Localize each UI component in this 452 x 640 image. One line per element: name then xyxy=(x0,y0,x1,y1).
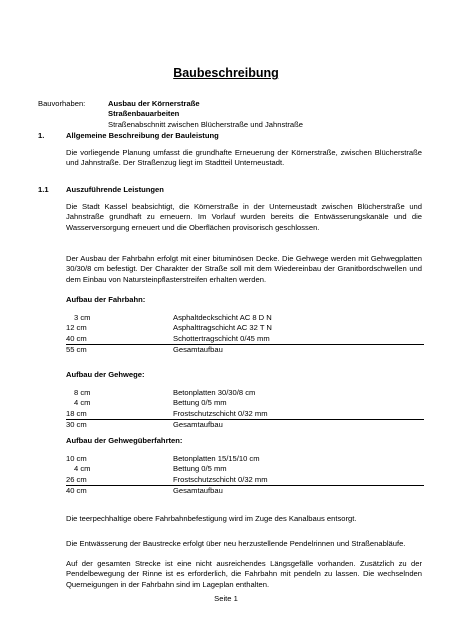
entwaesserung-paragraph: Die Entwässerung der Baustrecke erfolgt über neu herzustellende Pendelrinnen und Straßenabläufe. xyxy=(66,539,406,548)
material-cell: Gesamtaufbau xyxy=(173,486,223,496)
section-1-1-number: 1.1 xyxy=(38,185,49,194)
table-total-row xyxy=(66,485,424,496)
thickness-cell: 4 cm xyxy=(74,464,91,474)
table-row xyxy=(66,323,424,333)
page-number xyxy=(0,594,452,603)
material-cell: Betonplatten 15/15/10 cm xyxy=(173,454,260,463)
bauvorhaben-details xyxy=(108,99,303,130)
gehwege-table xyxy=(66,388,424,431)
thickness-cell: 30 cm xyxy=(66,420,87,430)
thickness-cell: 40 cm xyxy=(66,333,87,343)
material-cell: Frostschutzschicht 0/32 mm xyxy=(173,474,268,484)
document-title: Baubeschreibung xyxy=(173,66,279,80)
material-cell: Asphalttragschicht AC 32 T N xyxy=(173,323,272,333)
fahrbahn-heading: Aufbau der Fahrbahn: xyxy=(66,295,146,304)
strecke-paragraph: Auf der gesamten Strecke ist eine nicht ausreichendes Längsgefälle vorhanden. Zusätzlich zu der Pendelbewegung der Rinne ist es erforderlich, die Fahrbahn mit pendeln zu lassen. Die wechselnden Querneigungen in der Fahrbahn sind im Lageplan enthalten. xyxy=(66,559,422,589)
table-row xyxy=(66,475,424,485)
bauvorhaben-line-1: Ausbau der Körnerstraße xyxy=(108,99,200,108)
bauvorhaben-line-3: Straßenabschnitt zwischen Blücherstraße und Jahnstraße xyxy=(108,119,304,129)
gehwege-heading: Aufbau der Gehwege: xyxy=(66,370,145,379)
material-cell: Gesamtaufbau xyxy=(173,420,223,430)
thickness-cell: 12 cm xyxy=(66,323,87,333)
thickness-cell: 26 cm xyxy=(66,474,87,484)
table-total-row xyxy=(66,419,424,430)
ueberfahrten-table xyxy=(66,454,424,497)
page-number-label: Seite 1 xyxy=(214,594,238,603)
bauvorhaben-label: Bauvorhaben: xyxy=(38,99,86,108)
material-cell: Bettung 0/5 mm xyxy=(173,464,227,474)
table-row xyxy=(66,398,424,408)
ueberfahrten-heading: Aufbau der Gehwegüberfahrten: xyxy=(66,436,183,445)
thickness-cell: 55 cm xyxy=(66,345,87,355)
section-1-1-paragraph-1: Die Stadt Kassel beabsichtigt, die Körnerstraße in der Unterneustadt zwischen Blücherstraße und Jahnstraße grundhaft zu erneuern. Im Vorlauf wurden bereits die Entwässerungskanäle und die Wasserversorgung erneuert und die Oberflächen provisorisch geschlossen. xyxy=(66,202,422,232)
table-row xyxy=(66,313,424,323)
thickness-cell: 10 cm xyxy=(66,454,87,463)
bauvorhaben-line-2: Straßenbauarbeiten xyxy=(108,109,180,119)
material-cell: Betonplatten 30/30/8 cm xyxy=(173,388,256,397)
material-cell: Bettung 0/5 mm xyxy=(173,398,227,408)
thickness-cell: 8 cm xyxy=(74,388,91,397)
thickness-cell: 3 cm xyxy=(74,313,91,322)
material-cell: Asphaltdeckschicht AC 8 D N xyxy=(173,313,272,322)
table-total-row xyxy=(66,344,424,355)
table-row xyxy=(66,334,424,344)
table-row xyxy=(66,464,424,474)
section-1-paragraph: Die vorliegende Planung umfasst die grundhafte Erneuerung der Körnerstraße, zwischen Blücherstraße und Jahnstraße. Der Straßenzug liegt im Stadtteil Unterneustadt. xyxy=(66,148,422,168)
table-row xyxy=(66,388,424,398)
thickness-cell: 40 cm xyxy=(66,486,87,496)
thickness-cell: 4 cm xyxy=(74,398,91,408)
material-cell: Frostschutzschicht 0/32 mm xyxy=(173,408,268,418)
table-row xyxy=(66,409,424,419)
material-cell: Gesamtaufbau xyxy=(173,345,223,355)
section-1-number: 1. xyxy=(38,131,45,140)
section-1-1-paragraph-2: Der Ausbau der Fahrbahn erfolgt mit einer bituminösen Decke. Die Gehwege werden mit Gehwegplatten 30/30/8 cm befestigt. Der Charakter der Straße soll mit dem Wiedereinbau der Granitbordschwellen und dem Einbau von Natursteinpflasterstreifen erhalten werden. xyxy=(66,254,422,284)
table-row xyxy=(66,454,424,464)
material-cell: Schottertragschicht 0/45 mm xyxy=(173,333,270,343)
teer-paragraph: Die teerpechhaltige obere Fahrbahnbefestigung wird im Zuge des Kanalbaus entsorgt. xyxy=(66,514,357,523)
thickness-cell: 18 cm xyxy=(66,408,87,418)
section-1-title: Allgemeine Beschreibung der Bauleistung xyxy=(66,131,219,140)
fahrbahn-table xyxy=(66,313,424,356)
section-1-1-title: Auszuführende Leistungen xyxy=(66,185,164,194)
